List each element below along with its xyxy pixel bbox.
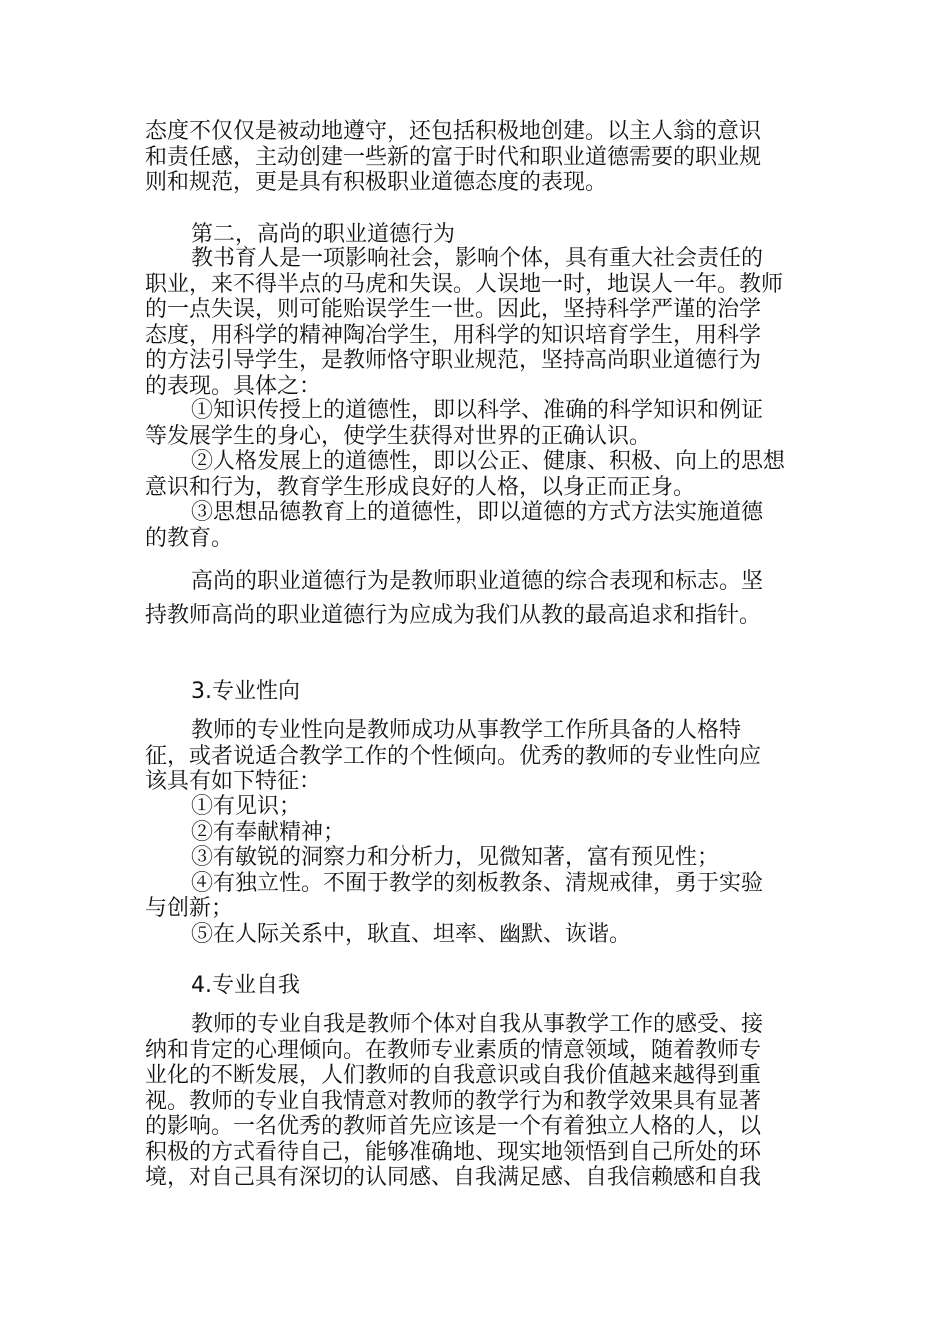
text-line: 高尚的职业道德行为是教师职业道德的综合表现和标志。坚 [191, 569, 764, 594]
paragraph-teaching-responsibility [145, 246, 807, 399]
paragraph-conduct-summary [145, 565, 807, 633]
text-line: 态度不仅仅是被动地遵守，还包括积极地创建。以主人翁的意识 [145, 119, 762, 144]
text-line: 业化的不断发展，人们教师的自我意识或自我价值越来越得到重 [145, 1063, 762, 1088]
text-line: 持教师高尚的职业道德行为应成为我们从教的最高追求和指针。 [145, 603, 762, 628]
list-item-moral-education-ethics [145, 500, 807, 551]
section-heading-second [145, 222, 807, 248]
paragraph-professional-self [145, 1012, 807, 1191]
text-line: ③思想品德教育上的道德性，即以道德的方式方法实施道德 [191, 500, 764, 525]
text-line: 教师的专业性向是教师成功从事教学工作所具备的人格特 [191, 718, 742, 743]
paragraph-orientation-definition [145, 718, 807, 795]
list-item: ④有独立性。不囿于教学的刻板教条、清规戒律，勇于实验 [191, 870, 764, 896]
list-item-continued: 与创新； [145, 896, 234, 921]
text-line: 和责任感，主动创建一些新的富于时代和职业道德需要的职业规 [145, 144, 762, 170]
text-line: 境，对自己具有深切的认同感、自我满足感、自我信赖感和自我 [145, 1165, 762, 1190]
list-item: ②有奉献精神； [191, 819, 346, 845]
text-line: 则和规范，更是具有积极职业道德态度的表现。 [145, 170, 608, 195]
heading-text: 4.专业自我 [191, 973, 300, 998]
text-line: 该具有如下特征： [145, 769, 322, 794]
heading-text: 第二，高尚的职业道德行为 [191, 222, 456, 247]
text-line: 职业，来不得半点的马虎和失误。人误地一时，地误人一年。教师 [145, 271, 784, 297]
text-line: 征，或者说适合教学工作的个性倾向。优秀的教师的专业性向应 [145, 743, 762, 769]
text-line: 教师的专业自我是教师个体对自我从事教学工作的感受、接 [191, 1012, 764, 1037]
list-item: ⑤在人际关系中，耿直、坦率、幽默、诙谐。 [191, 921, 632, 947]
text-line: ②人格发展上的道德性，即以公正、健康、积极、向上的思想 [191, 449, 786, 474]
text-line: 的表现。具体之： [145, 373, 322, 399]
text-line: 的一点失误，则可能贻误学生一世。因此，坚持科学严谨的治学 [145, 297, 762, 322]
text-line: 视。教师的专业自我情意对教师的教学行为和教学效果具有显著 [145, 1088, 762, 1114]
text-line: 的教育。 [145, 525, 234, 551]
list-item: ③有敏锐的洞察力和分析力，见微知著，富有预见性； [191, 845, 720, 870]
list-item-personality-ethics [145, 449, 807, 500]
text-line: 等发展学生的身心，使学生获得对世界的正确认识。 [145, 423, 652, 449]
text-line: 的方法引导学生，是教师恪守职业规范，坚持高尚职业道德行为 [145, 348, 762, 373]
list-item-knowledge-ethics [145, 398, 807, 449]
text-line: 态度，用科学的精神陶冶学生，用科学的知识培育学生，用科学 [145, 322, 762, 348]
text-line: 积极的方式看待自己，能够准确地、现实地领悟到自己所处的环 [145, 1139, 762, 1165]
section-heading-professional-self [145, 973, 807, 999]
text-line: 意识和行为，教育学生形成良好的人格，以身正而正身。 [145, 474, 696, 500]
text-line: 的影响。一名优秀的教师首先应该是一个有着独立人格的人，以 [145, 1114, 762, 1139]
text-line: ①知识传授上的道德性，即以科学、准确的科学知识和例证 [191, 398, 764, 423]
heading-text: 3.专业性向 [191, 679, 300, 704]
text-line: 纳和肯定的心理倾向。在教师专业素质的情意领域，随着教师专 [145, 1037, 762, 1063]
section-heading-professional-orientation [145, 679, 807, 705]
list-orientation-traits [145, 794, 807, 947]
paragraph-attitude-continued [145, 119, 807, 196]
list-item: ①有见识； [191, 794, 302, 819]
text-line: 教书育人是一项影响社会，影响个体，具有重大社会责任的 [191, 246, 764, 271]
